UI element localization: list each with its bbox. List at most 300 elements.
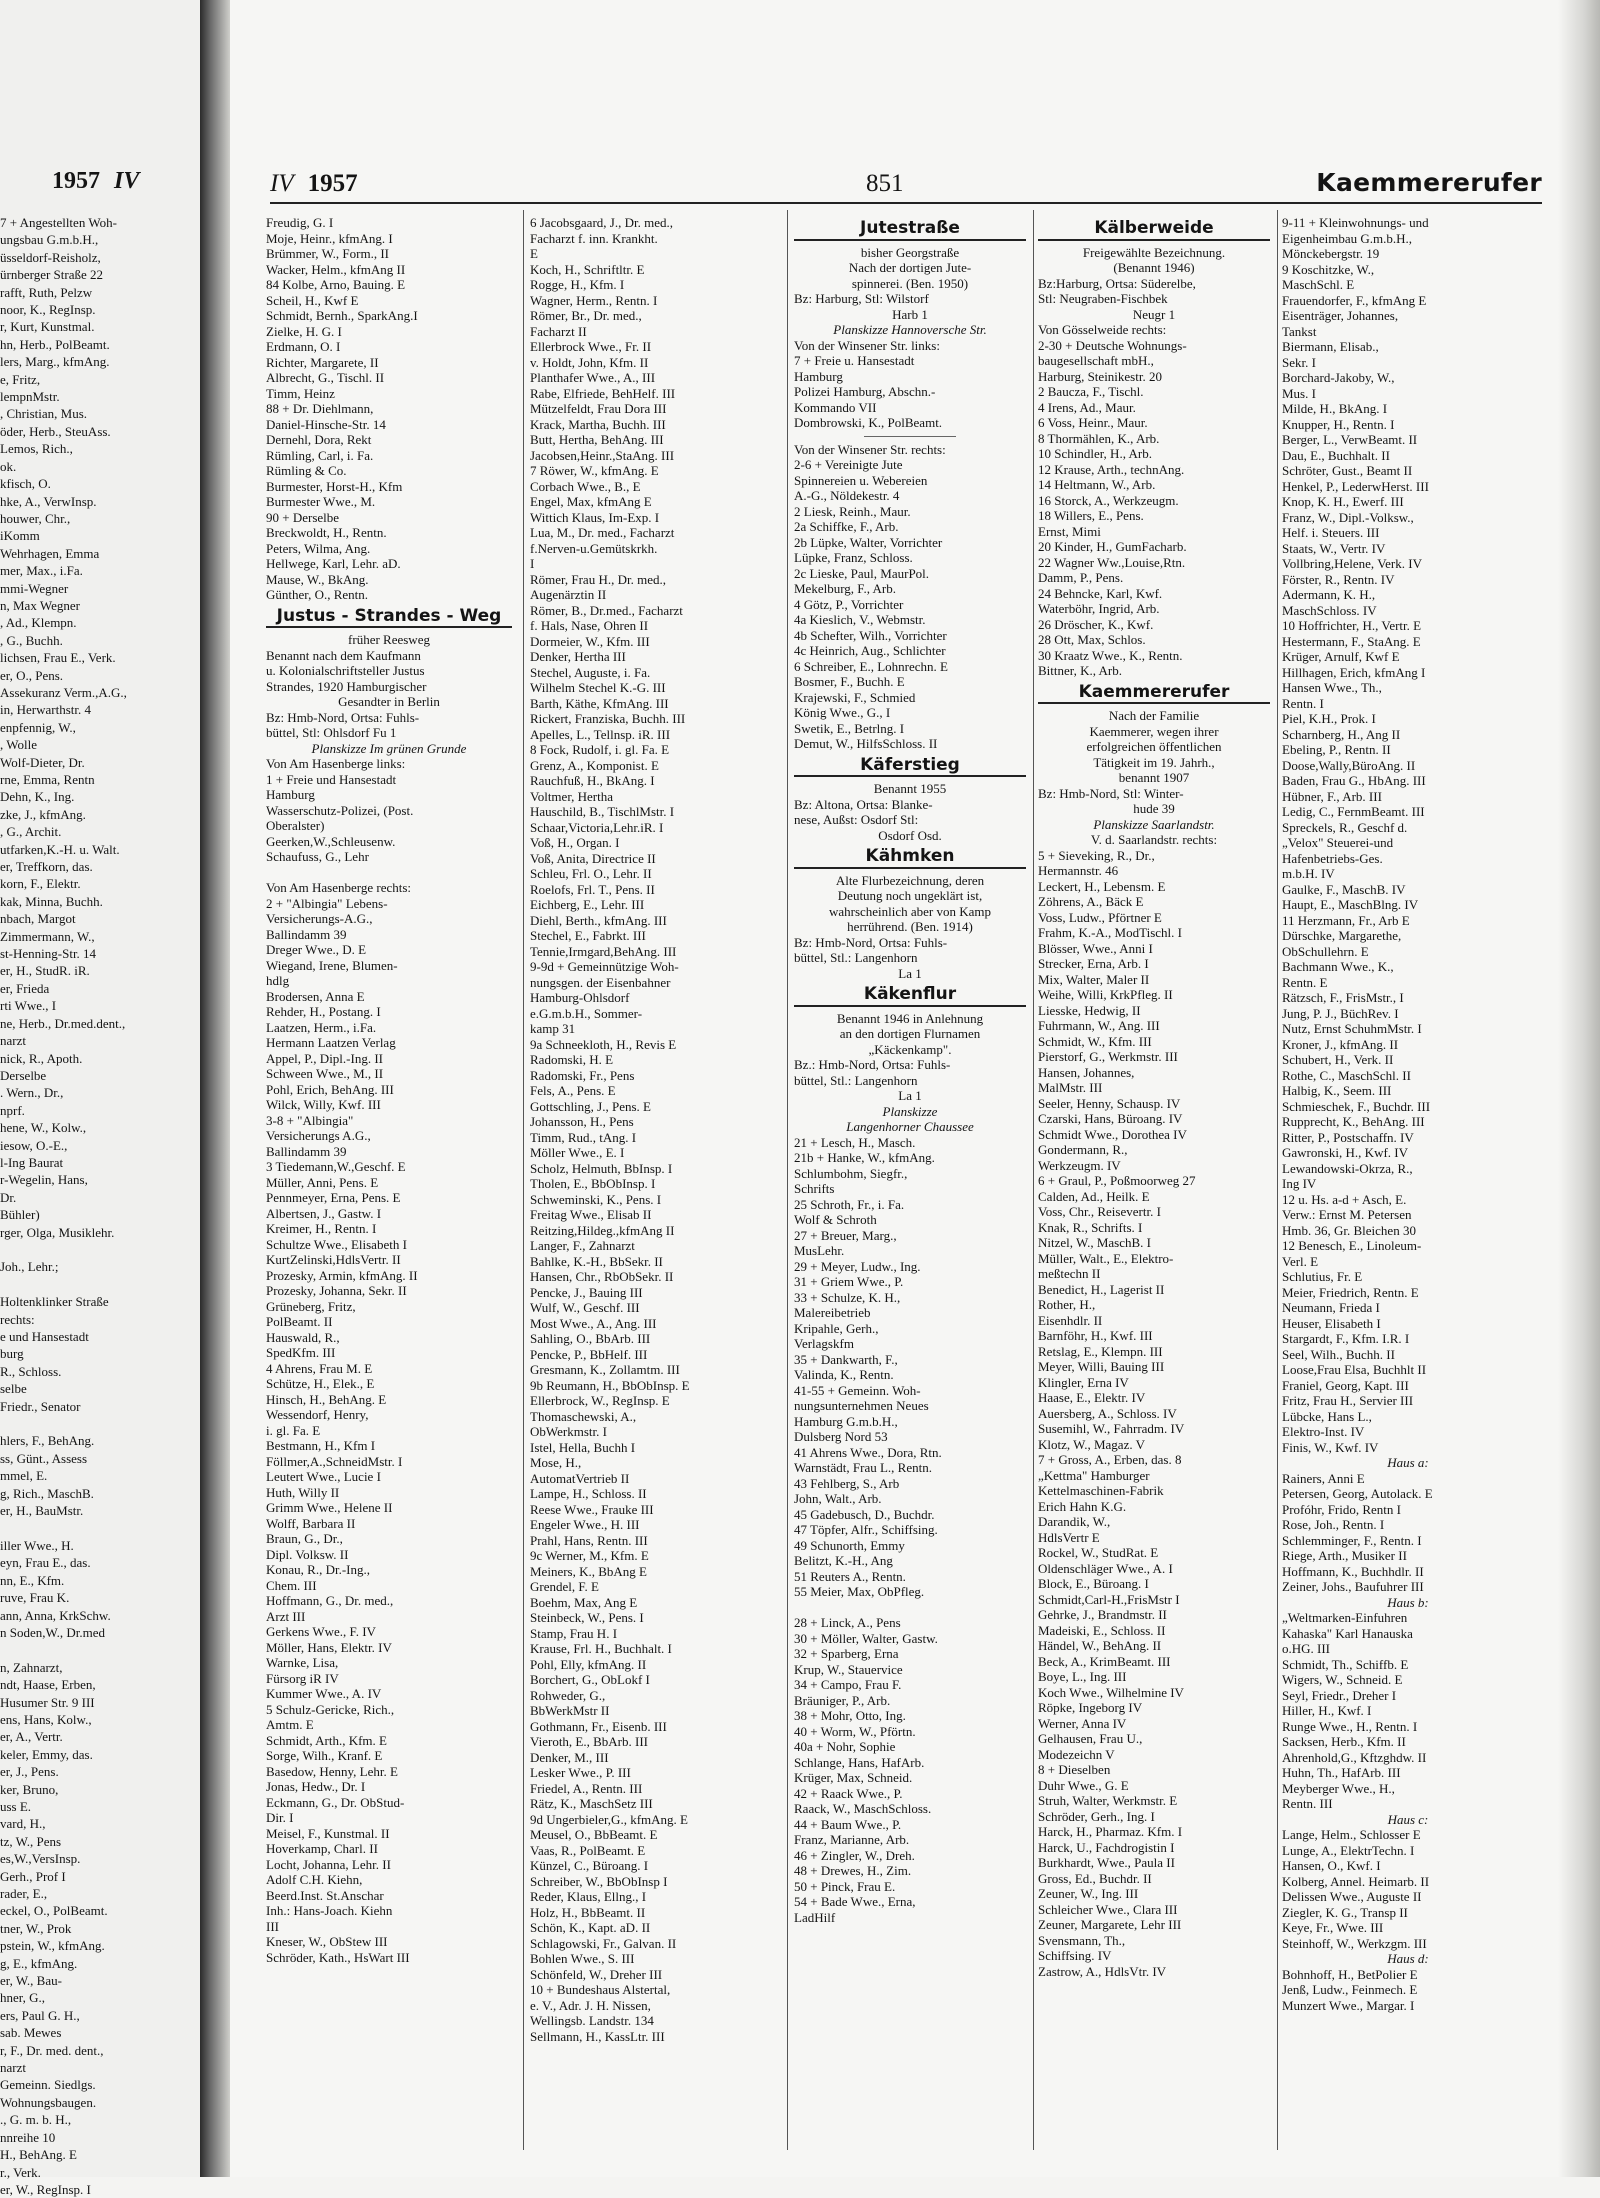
directory-entry: büttel, Stl.: Langenhorn <box>794 950 918 965</box>
left-page-line: lers, Marg., kfmAng. <box>0 354 110 370</box>
left-page-line: rger, Olga, Musiklehr. <box>0 1224 115 1240</box>
left-page-line: eyn, Frau E., das. <box>0 1555 91 1571</box>
directory-entry: Hafenbetriebs-Ges. <box>1282 850 1383 866</box>
directory-entry: Keye, Fr., Wwe. III <box>1282 1920 1384 1935</box>
house-label: Haus a: <box>1387 1455 1429 1470</box>
directory-entry: m.b.H. IV <box>1282 866 1335 881</box>
directory-entry: Stl: Neugraben-Fischbek <box>1038 291 1168 306</box>
directory-entry: Friedel, A., Rentn. III <box>530 1780 643 1796</box>
left-page-line: e und Hansestadt <box>0 1329 89 1344</box>
directory-entry: Dulsberg Nord 53 <box>794 1429 888 1444</box>
directory-entry: meßtechn II <box>1038 1266 1101 1281</box>
directory-entry: Boye, L., Ing. III <box>1038 1669 1127 1684</box>
directory-entry: Calden, Ad., Heilk. E <box>1038 1188 1150 1204</box>
directory-entry: Mus. I <box>1282 385 1316 401</box>
directory-entry: Moje, Heinr., kfmAng. I <box>266 230 393 246</box>
directory-entry: Zielke, H. G. I <box>266 323 342 339</box>
directory-entry: Delissen Wwe., Auguste II <box>1282 1889 1422 1904</box>
left-page-line: sab. Mewes <box>0 2025 62 2041</box>
directory-entry: Liesske, Hedwig, II <box>1038 1002 1141 1018</box>
left-page-line: g, E., kfmAng. <box>0 1955 78 1971</box>
directory-entry: Burmester, Horst-H., Kfm <box>266 478 403 494</box>
left-page-line: Wolf-Dieter, Dr. <box>0 754 85 770</box>
directory-entry: Meyberger Wwe., H., <box>1282 1780 1395 1796</box>
directory-entry: kamp 31 <box>530 1021 576 1036</box>
directory-entry: Locht, Johanna, Lehr. II <box>266 1856 391 1872</box>
directory-entry: Händel, W., BehAng. II <box>1038 1638 1162 1653</box>
planskizze-note: Planskizze Saarlandstr. <box>1093 816 1215 832</box>
left-page-line: rechts: <box>0 1311 35 1327</box>
left-page-line: Dehn, K., Ing. <box>0 789 75 805</box>
directory-entry: Harburg, Steinikestr. 20 <box>1038 368 1162 384</box>
directory-entry: Boehm, Max, Ang E <box>530 1594 638 1610</box>
directory-entry: Lewandowski-Okrza, R., <box>1282 1160 1413 1176</box>
directory-entry: Von der Winsener Str. links: <box>794 337 940 353</box>
directory-entry: Ing IV <box>1282 1176 1317 1191</box>
directory-entry: Voss, Ludw., Pförtner E <box>1038 909 1162 925</box>
directory-entry: Kripahle, Gerh., <box>794 1320 879 1336</box>
directory-entry: Eisenträger, Johannes, <box>1282 308 1399 323</box>
directory-entry: Blösser, Wwe., Anni I <box>1038 940 1153 956</box>
directory-entry: Verlagskfm <box>794 1336 854 1351</box>
directory-entry: Rupprecht, K., BehAng. III <box>1282 1114 1425 1129</box>
left-page-line: , G., Archit. <box>0 824 62 840</box>
directory-entry: Vieroth, E., BbArb. III <box>530 1734 648 1749</box>
left-page-line: kak, Minna, Buchh. <box>0 893 103 909</box>
directory-entry: I <box>530 556 535 571</box>
directory-entry: Mekelburg, F., Arb. <box>794 581 896 596</box>
directory-entry: Frahm, K.-A., ModTischl. I <box>1038 925 1182 940</box>
left-page-line: keler, Emmy, das. <box>0 1746 93 1762</box>
directory-entry: E <box>530 246 538 261</box>
directory-entry: Rümling, Carl, i. Fa. <box>266 447 374 463</box>
left-page-line: korn, F., Elektr. <box>0 876 81 892</box>
directory-entry: Hansen, Chr., RbObSekr. II <box>530 1269 674 1284</box>
directory-entry: hdlg <box>266 973 290 988</box>
directory-entry: Schleicher Wwe., Clara III <box>1038 1901 1178 1917</box>
directory-entry: Erich Hahn K.G. <box>1038 1498 1127 1514</box>
directory-entry: Strandes, 1920 Hamburgischer <box>266 678 427 694</box>
directory-entry: 1 + Freie und Hansestadt <box>266 771 397 787</box>
directory-entry: Schmidt, Bernh., SparkAng.I <box>266 308 418 323</box>
directory-entry: Meusel, O., BbBeamt. E <box>530 1827 658 1842</box>
directory-entry: Schiffsing. IV <box>1038 1948 1112 1963</box>
left-page-line <box>0 1519 200 1536</box>
left-page-line: in, Herwarthstr. 4 <box>0 702 91 718</box>
left-page-line: er, O., Pens. <box>0 667 64 683</box>
directory-entry: 43 Fehlberg, S., Arb <box>794 1475 900 1491</box>
directory-entry: Schweminski, K., Pens. I <box>530 1191 662 1207</box>
left-page-line: n, Zahnarzt, <box>0 1659 63 1675</box>
directory-entry: 47 Töpfer, Alfr., Schiffsing. <box>794 1522 938 1537</box>
directory-entry: Johansson, H., Pens <box>530 1114 634 1129</box>
column-divider <box>1277 210 1278 2150</box>
directory-entry: Wiegand, Irene, Blumen- <box>266 957 398 973</box>
directory-entry: Lampe, H., Schloss. II <box>530 1486 647 1501</box>
directory-entry: Knak, R., Schrifts. I <box>1038 1219 1143 1235</box>
directory-entry: 9a Schneekloth, H., Revis E <box>530 1036 677 1052</box>
directory-entry: 31 + Griem Wwe., P. <box>794 1274 904 1289</box>
directory-entry: Seel, Wilh., Buchh. II <box>1282 1346 1395 1362</box>
directory-entry: Klingler, Erna IV <box>1038 1374 1129 1390</box>
left-page-line: tner, W., Prok <box>0 1920 72 1936</box>
directory-entry: „Kettma" Hamburger <box>1038 1467 1150 1483</box>
directory-entry: Bz:Harburg, Ortsa: Süderelbe, <box>1038 275 1196 291</box>
directory-entry: Beerd.Inst. St.Anschar <box>266 1887 384 1903</box>
directory-entry: Modezeichn V <box>1038 1746 1115 1762</box>
left-page-line: mer, Max., i.Fa. <box>0 563 83 579</box>
directory-entry: 30 Kraatz Wwe., K., Rentn. <box>1038 647 1183 663</box>
directory-entry: Knupper, H., Rentn. I <box>1282 416 1395 432</box>
directory-entry: f.Nerven-u.Gemütskrkh. <box>530 540 658 556</box>
column-2 <box>530 215 776 2145</box>
directory-entry: MalMstr. III <box>1038 1080 1103 1095</box>
directory-entry: Chem. III <box>266 1577 317 1593</box>
left-page-line: nick, R., Apoth. <box>0 1050 83 1066</box>
directory-entry: o.HG. III <box>1282 1641 1331 1656</box>
directory-entry: Roelofs, Frl. T., Pens. II <box>530 881 655 897</box>
street-description: Benannt 1955 <box>873 781 947 796</box>
directory-entry: Appel, P., Dipl.-Ing. II <box>266 1050 383 1066</box>
directory-entry: Dürschke, Margarethe, <box>1282 928 1402 943</box>
directory-entry: Kettelmaschinen-Fabrik <box>1038 1483 1164 1498</box>
directory-entry: Madeiski, E., Schloss. II <box>1038 1622 1166 1638</box>
directory-entry: 46 + Zingler, W., Dreh. <box>794 1847 915 1863</box>
street-description: La 1 <box>898 965 922 981</box>
directory-entry: 24 Behncke, Karl, Kwf. <box>1038 585 1163 601</box>
directory-entry: Knop, K. H., Ewerf. III <box>1282 494 1404 509</box>
directory-entry: Schütze, H., Elek., E <box>266 1376 375 1391</box>
directory-entry: Eichberg, E., Lehr. III <box>530 897 645 912</box>
directory-entry: Hauschild, B., TischlMstr. I <box>530 804 675 819</box>
directory-entry: Langer, F., Zahnarzt <box>530 1238 635 1253</box>
directory-entry: Franz, Marianne, Arb. <box>794 1832 910 1847</box>
directory-entry: Struh, Walter, Werkmstr. E <box>1038 1793 1178 1808</box>
left-page-line: hke, A., VerwInsp. <box>0 493 97 509</box>
column-1 <box>266 215 512 2145</box>
directory-entry: 9d Ungerbieler,G., kfmAng. E <box>530 1811 688 1827</box>
page-header <box>270 162 1542 204</box>
left-page-line: er, Treffkorn, das. <box>0 859 93 875</box>
directory-entry: John, Walt., Arb. <box>794 1491 882 1506</box>
directory-entry: Meyer, Willi, Bauing III <box>1038 1359 1165 1374</box>
directory-entry: Hiller, H., Kwf. I <box>1282 1703 1372 1718</box>
street-heading: Jutestraße <box>794 221 1026 241</box>
directory-entry: Bräuniger, P., Arb. <box>794 1692 891 1708</box>
directory-entry: Sekr. I <box>1282 354 1316 370</box>
directory-entry: Hestermann, F., StaAng. E <box>1282 633 1421 649</box>
left-page-line: er, H., StudR. iR. <box>0 963 90 979</box>
left-page-year: 1957 <box>52 168 100 194</box>
directory-entry: Staats, W., Vertr. IV <box>1282 540 1386 556</box>
left-page-line: Gerh., Prof I <box>0 1868 66 1884</box>
directory-entry: Kahaska" Karl Hanauska <box>1282 1625 1413 1641</box>
directory-entry: Jacobsen,Heinr.,StaAng. III <box>530 447 675 463</box>
directory-entry: 2c Lieske, Paul, MaurPol. <box>794 565 930 581</box>
directory-entry: 41 Ahrens Wwe., Dora, Rtn. <box>794 1444 942 1460</box>
directory-entry: 44 + Baum Wwe., P. <box>794 1816 902 1832</box>
directory-entry: Vollbring,Helene, Verk. IV <box>1282 556 1422 571</box>
directory-entry: Munzert Wwe., Margar. I <box>1282 1997 1415 2013</box>
directory-entry: Facharzt II <box>530 323 587 339</box>
directory-entry: Hoverkamp, Charl. II <box>266 1841 378 1856</box>
left-page-line: hlers, F., BehAng. <box>0 1433 95 1449</box>
directory-entry: Burkhardt, Wwe., Paula II <box>1038 1855 1175 1870</box>
directory-entry: Hillhagen, Erich, kfmAng I <box>1282 664 1426 680</box>
year: 1957 <box>307 170 358 197</box>
directory-entry: 3-8 + "Albingia" <box>266 1112 354 1128</box>
street-description: spinnerei. (Ben. 1950) <box>851 275 969 291</box>
directory-entry: Schlutius, Fr. E <box>1282 1269 1363 1284</box>
planskizze-note: Planskizze <box>882 1103 938 1119</box>
street-description: hude 39 <box>1133 801 1175 816</box>
directory-entry: BbWerkMstr II <box>530 1703 610 1718</box>
left-page-line: Husumer Str. 9 III <box>0 1694 95 1710</box>
directory-entry: Gelhausen, Frau U., <box>1038 1731 1143 1746</box>
directory-entry: Halbig, K., Seem. III <box>1282 1083 1392 1098</box>
left-page-line <box>0 1641 200 1658</box>
directory-entry: Borchert, G., ObLokf I <box>530 1672 650 1687</box>
directory-entry: Bz: Hmb-Nord, Ortsa: Fuhls- <box>266 709 420 725</box>
directory-entry: 29 + Meyer, Ludw., Ing. <box>794 1258 921 1274</box>
directory-entry: Schaufuss, G., Lehr <box>266 849 369 864</box>
left-page-line: houwer, Chr., <box>0 510 71 526</box>
directory-entry: Baden, Frau G., HbAng. III <box>1282 773 1426 788</box>
street-description: Kaemmerer, wegen ihrer <box>1089 723 1219 739</box>
directory-entry: Hamburg <box>794 368 843 384</box>
directory-entry: Butt, Hertha, BehAng. III <box>530 432 664 447</box>
directory-entry: Grimm Wwe., Helene II <box>266 1500 393 1515</box>
street-description: Nach der Familie <box>1108 708 1200 723</box>
directory-entry: 22 Wagner Ww.,Louise,Rtn. <box>1038 554 1186 570</box>
directory-entry: Voss, Chr., Reisevertr. I <box>1038 1204 1161 1219</box>
directory-entry: Haase, E., Elektr. IV <box>1038 1390 1146 1405</box>
directory-entry: Rother, H., <box>1038 1297 1096 1312</box>
directory-entry: Werkzeugm. IV <box>1038 1157 1121 1173</box>
directory-entry: Diehl, Berth., kfmAng. III <box>530 912 667 928</box>
directory-entry: Radomski, H. E <box>530 1052 614 1067</box>
directory-entry: Albrecht, G., Tischl. II <box>266 370 385 385</box>
directory-entry: Lunge, A., ElektrTechn. I <box>1282 1842 1415 1858</box>
directory-entry: Prahl, Hans, Rentn. III <box>530 1532 648 1548</box>
directory-entry: Amtm. E <box>266 1717 314 1732</box>
left-page-line: iKomm <box>0 528 40 544</box>
directory-entry: Schröder, Gerh., Ing. I <box>1038 1808 1155 1824</box>
directory-entry: Stargardt, F., Kfm. I.R. I <box>1282 1331 1410 1346</box>
directory-entry: Schmieschek, F., Buchdr. III <box>1282 1098 1431 1114</box>
directory-entry: Tholen, E., BbObInsp. I <box>530 1176 656 1191</box>
left-page-line: . Wern., Dr., <box>0 1085 64 1101</box>
directory-entry: Reder, Klaus, Ellng., I <box>530 1889 647 1904</box>
directory-entry <box>266 865 512 881</box>
directory-entry: Ziegler, K. G., Transp II <box>1282 1904 1408 1920</box>
directory-entry: 12 Krause, Arth., technAng. <box>1038 461 1185 477</box>
directory-entry: Breckwoldt, H., Rentn. <box>266 525 387 540</box>
directory-entry: Damm, P., Pens. <box>1038 570 1124 585</box>
left-page-line: rti Wwe., I <box>0 998 57 1014</box>
left-page-line: Joh., Lehr.; <box>0 1259 59 1275</box>
left-page-line: Bühler) <box>0 1207 40 1223</box>
left-page-line: e, Fritz, <box>0 371 41 387</box>
directory-entry: Gothmann, Fr., Eisenb. III <box>530 1718 667 1734</box>
directory-entry: Vaas, R., PolBeamt. E <box>530 1842 646 1858</box>
directory-entry: Rätz, K., MaschSetz III <box>530 1796 653 1811</box>
directory-entry: Von Gösselweide rechts: <box>1038 322 1167 337</box>
directory-entry: Hoffmann, K., Buchhdlr. II <box>1282 1563 1424 1579</box>
directory-entry: Hoffmann, G., Dr. med., <box>266 1593 394 1608</box>
directory-entry: 9b Reumann, H., BbObInsp. E <box>530 1377 690 1393</box>
directory-entry: Svensmann, Th., <box>1038 1932 1126 1948</box>
left-page-line: tz, W., Pens <box>0 1833 62 1849</box>
directory-entry: Fels, A., Pens. E <box>530 1083 616 1098</box>
column-divider <box>1033 210 1034 2150</box>
left-page-line: Dr. <box>0 1189 17 1205</box>
directory-entry: Berger, L., VerwBeamt. II <box>1282 432 1418 447</box>
directory-entry: Sellmann, H., KassLtr. III <box>530 2028 665 2044</box>
directory-entry: 3 Tiedemann,W.,Geschf. E <box>266 1159 406 1174</box>
directory-entry: Warnke, Lisa, <box>266 1655 339 1670</box>
directory-entry: Krack, Martha, Buchh. III <box>530 416 666 432</box>
directory-entry: 21b + Hanke, W., kfmAng. <box>794 1150 935 1165</box>
directory-entry: Engeler Wwe., H. III <box>530 1517 640 1532</box>
directory-entry: Bohlen Wwe., S. III <box>530 1951 635 1966</box>
left-page-line: Zimmermann, W., <box>0 928 95 944</box>
left-page-line: zke, J., kfmAng. <box>0 806 86 822</box>
left-page-line: hner, G., <box>0 1990 45 2006</box>
directory-entry: 32 + Sparberg, Erna <box>794 1646 899 1661</box>
directory-entry: Rehder, H., Postang. I <box>266 1004 381 1019</box>
planskizze-note: Planskizze Im grünen Grunde <box>311 740 467 756</box>
directory-entry: 4 Götz, P., Vorrichter <box>794 596 904 612</box>
directory-entry: 40 + Worm, W., Pförtn. <box>794 1723 916 1739</box>
directory-entry: Versicherungs A.G., <box>266 1128 371 1143</box>
directory-entry: 8 Thormählen, K., Arb. <box>1038 430 1160 446</box>
directory-entry: 84 Kolbe, Arno, Bauing. E <box>266 277 406 292</box>
directory-entry: 48 + Drewes, H., Zim. <box>794 1863 912 1878</box>
directory-entry: Jonas, Hedw., Dr. I <box>266 1779 366 1794</box>
street-description: Benannt 1946 in Anlehnung <box>836 1010 984 1026</box>
directory-entry: Sorge, Wilh., Kranf. E <box>266 1748 383 1763</box>
left-page-line <box>0 1241 200 1258</box>
directory-entry: Dombrowski, K., PolBeamt. <box>794 415 943 430</box>
directory-entry: Leckert, H., Lebensm. E <box>1038 878 1166 894</box>
directory-entry: Susemihl, W., Fahrradm. IV <box>1038 1421 1185 1436</box>
directory-entry: Doose,Wally,BüroAng. II <box>1282 757 1416 773</box>
directory-entry: 90 + Derselbe <box>266 509 340 525</box>
directory-entry: Voß, H., Organ. I <box>530 835 620 850</box>
left-page-line: H., BehAng. E <box>0 2147 77 2163</box>
directory-entry: Czarski, Hans, Büroang. IV <box>1038 1111 1183 1126</box>
directory-entry: Hamburg-Ohlsdorf <box>530 990 630 1005</box>
directory-entry: Schmidt Wwe., Dorothea IV <box>1038 1126 1187 1142</box>
directory-entry: 50 + Pinck, Frau E. <box>794 1878 896 1894</box>
street-description: Harb 1 <box>892 306 928 322</box>
directory-entry: 16 Storck, A., Werkzeugm. <box>1038 492 1179 508</box>
directory-entry: Dormeier, W., Kfm. III <box>530 633 650 649</box>
directory-entry: Reese Wwe., Frauke III <box>530 1501 654 1517</box>
directory-entry: 9-11 + Kleinwohnungs- und <box>1282 215 1429 230</box>
left-page-line: Derselbe <box>0 1067 47 1083</box>
directory-entry: Bz.: Hmb-Nord, Ortsa: Fuhls- <box>794 1057 951 1072</box>
directory-entry: 41-55 + Gemeinn. Woh- <box>794 1382 921 1398</box>
directory-entry: Engel, Max, kfmAng E <box>530 494 652 509</box>
directory-entry: Schröder, Kath., HsWart III <box>266 1949 410 1965</box>
directory-entry: Schlagowski, Fr., Galvan. II <box>530 1935 677 1951</box>
directory-entry: Freitag Wwe., Elisab II <box>530 1207 652 1222</box>
directory-entry: büttel, Stl.: Langenhorn <box>794 1072 918 1088</box>
directory-entry: Tennie,Irmgard,BehAng. III <box>530 943 677 959</box>
directory-entry: Kummer Wwe., A. IV <box>266 1686 382 1701</box>
directory-entry: Grendel, F. E <box>530 1579 599 1594</box>
directory-entry: Beck, A., KrimBeamt. III <box>1038 1653 1171 1669</box>
directory-entry: Wellingsb. Landstr. 134 <box>530 2013 654 2028</box>
directory-entry: 21 + Lesch, H., Masch. <box>794 1134 916 1150</box>
street-description: Neugr 1 <box>1132 306 1176 322</box>
directory-entry: Konau, R., Dr.-Ing., <box>266 1562 370 1577</box>
directory-entry: Sacksen, Herb., Kfm. II <box>1282 1734 1406 1749</box>
directory-entry: Hellwege, Karl, Lehr. aD. <box>266 556 401 571</box>
directory-entry: Wagner, Herm., Rentn. I <box>530 292 658 308</box>
directory-entry: 14 Heltmann, W., Arb. <box>1038 477 1156 492</box>
directory-entry: 5 Schulz-Gericke, Rich., <box>266 1701 395 1717</box>
directory-entry: Bestmann, H., Kfm I <box>266 1438 376 1453</box>
directory-entry: nese, Außst: Osdorf Stl: <box>794 812 919 827</box>
directory-entry: III <box>266 1918 279 1934</box>
left-page-header <box>52 168 139 195</box>
directory-entry: Most Wwe., A., Ang. III <box>530 1315 657 1331</box>
directory-entry: Rogge, H., Kfm. I <box>530 277 625 292</box>
directory-entry: 2 + "Albingia" Lebens- <box>266 895 388 911</box>
directory-entry: Weihe, Willi, KrkPfleg. II <box>1038 987 1173 1002</box>
left-page-line: , Ad., Klempn. <box>0 615 77 631</box>
directory-entry: Belitzt, K.-H., Ang <box>794 1553 893 1568</box>
directory-entry: Schmidt, Th., Schiffb. E <box>1282 1656 1409 1672</box>
directory-entry: MaschSchloss. IV <box>1282 602 1377 618</box>
planskizze-note: Langenhorner Chaussee <box>846 1119 974 1134</box>
street-heading: Käkenflur <box>794 987 1026 1007</box>
left-page-line: ker, Bruno, <box>0 1781 59 1797</box>
directory-entry: Schön, K., Kapt. aD. II <box>530 1920 651 1935</box>
left-page-line: uss E. <box>0 1798 32 1814</box>
directory-entry: Benannt nach dem Kaufmann <box>266 647 421 663</box>
directory-entry: Sahling, O., BbArb. III <box>530 1331 651 1346</box>
directory-entry: Hübner, F., Arb. III <box>1282 788 1382 804</box>
planskizze-note: Planskizze Hannoversche Str. <box>833 322 987 337</box>
directory-entry: Bosmer, F., Buchh. E <box>794 674 905 689</box>
section-rule <box>864 436 957 437</box>
directory-entry: A.-G., Nöldekestr. 4 <box>794 488 900 503</box>
directory-entry: Rauchfuß, H., BkAng. I <box>530 773 655 788</box>
directory-entry: Förster, R., Rentn. IV <box>1282 571 1395 587</box>
directory-entry: Lübcke, Hans L., <box>1282 1408 1372 1424</box>
directory-entry: Röpke, Ingeborg IV <box>1038 1700 1143 1715</box>
left-page-line: , Wolle <box>0 737 37 753</box>
street-description: „Käckenkamp". <box>868 1041 952 1057</box>
left-page-line: selbe <box>0 1381 27 1397</box>
directory-entry: 9c Werner, M., Kfm. E <box>530 1548 649 1563</box>
directory-entry: Haupt, E., MaschBlng. IV <box>1282 897 1419 912</box>
directory-entry: 10 + Bundeshaus Alstertal, <box>530 1982 671 1997</box>
directory-entry: Timm, Rud., tAng. I <box>530 1129 637 1145</box>
directory-entry: Krajewski, F., Schmied <box>794 689 916 705</box>
directory-entry: Rentn. I <box>1282 695 1324 711</box>
left-page-line: Lemos, Rich., <box>0 441 73 457</box>
directory-entry: Müller, Walt., E., Elektro- <box>1038 1250 1174 1266</box>
directory-entry: 49 Schunorth, Emmy <box>794 1537 905 1553</box>
directory-entry: 9-9d + Gemeinnützige Woh- <box>530 959 679 974</box>
directory-entry: Rainers, Anni E <box>1282 1470 1365 1486</box>
directory-entry: e. V., Adr. J. H. Nissen, <box>530 1997 651 2013</box>
